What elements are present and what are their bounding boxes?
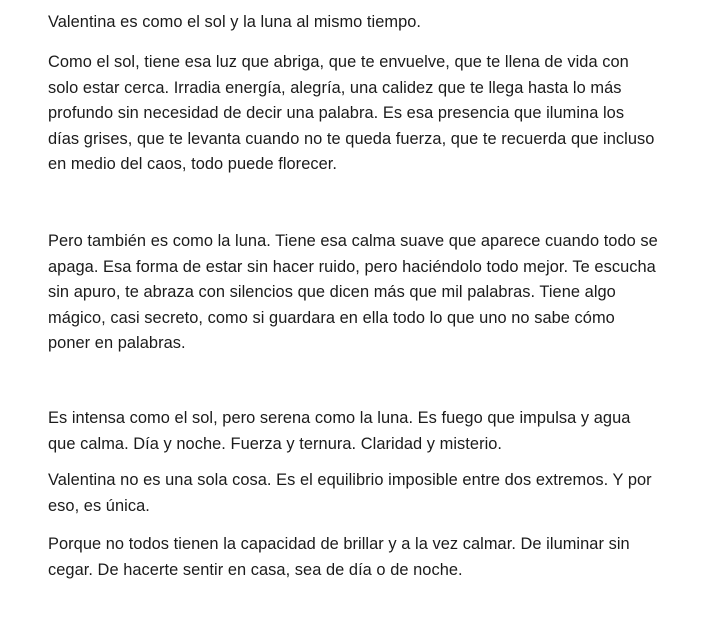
text-line: en medio del caos, todo puede florecer. <box>48 155 337 173</box>
text-line: que calma. Día y noche. Fuerza y ternura. Claridad y misterio. <box>48 434 503 453</box>
paragraph-intro <box>48 10 421 36</box>
text-line: Valentina no es una sola cosa. Es el equilibrio imposible entre dos extremos. Y por <box>48 471 652 489</box>
paragraph-moon <box>48 229 658 357</box>
text-line: apaga. Esa forma de estar sin hacer ruido, pero haciéndolo todo mejor. Te escucha <box>48 257 656 276</box>
paragraph-contrast <box>48 406 630 457</box>
text-line: cegar. De hacerte sentir en casa, sea de día o de noche. <box>48 560 463 579</box>
text-line: Valentina es como el sol y la luna al mismo tiempo. <box>48 13 422 31</box>
paragraph-balance <box>48 468 652 519</box>
text-line: poner en palabras. <box>48 334 186 352</box>
text-line: Como el sol, tiene esa luz que abriga, que te envuelve, que te llena de vida con <box>48 53 629 71</box>
text-line: Es intensa como el sol, pero serena como la luna. Es fuego que impulsa y agua <box>48 409 631 427</box>
text-line: profundo sin necesidad de decir una palabra. Es esa presencia que ilumina los <box>48 104 625 122</box>
text-line: eso, es única. <box>48 496 150 515</box>
text-line: Porque no todos tienen la capacidad de brillar y a la vez calmar. De iluminar sin <box>48 535 630 553</box>
text-line: solo estar cerca. Irradia energía, alegría, una calidez que te llega hasta lo más <box>48 78 622 97</box>
text-line: mágico, casi secreto, como si guardara en ella todo lo que uno no sabe cómo <box>48 308 615 327</box>
paragraph-sun <box>48 50 654 178</box>
text-line: Pero también es como la luna. Tiene esa calma suave que aparece cuando todo se <box>48 232 658 250</box>
text-line: días grises, que te levanta cuando no te queda fuerza, que te recuerda que incluso <box>48 129 655 148</box>
text-line: sin apuro, te abraza con silencios que dicen más que mil palabras. Tiene algo <box>48 283 616 301</box>
paragraph-closing <box>48 532 630 583</box>
